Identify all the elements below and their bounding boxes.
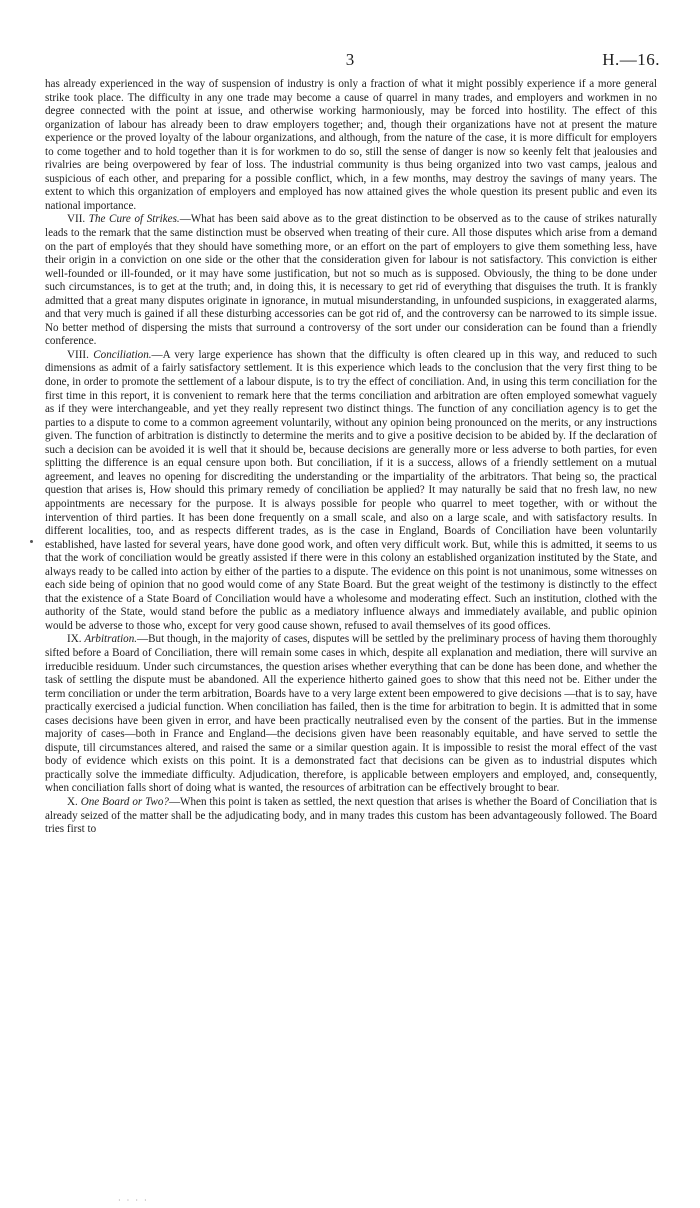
section-heading: Conciliation.: [93, 348, 152, 361]
paragraph-continuation: [45, 78, 657, 213]
paragraph-text: has already experienced in the way of suspension of industry is only a fraction of what it might possibly experience if a more general strike took place. The difficulty in any one trade may become a cause of quarrel in many trades, and employers and workmen in no degree connected with the point at issue, and otherwise working harmoniously, may be forced into hostility. The effect of this organization of labour has already been to draw employers together; and, though their organizations have not at present the mature experience or the proved loyalty of the labour organizations, and although, from the nature of the case, it is more difficult for employers to come together and to hold together than it is for workmen to do so, still the sense of danger is now so keenly felt that jealousies and rivalries are being overpowered by fear of loss. The industrial community is thus being organized into two vast camps, jealous and suspicious of each other, and preparing for a possible conflict, which, in a few months, may destroy the savings of many years. The extent to which this organization of employers and employed has now attained gives the whole question its present public and even its national importance.: [45, 78, 657, 212]
section-heading: One Board or Two?: [80, 795, 169, 808]
paragraph-arbitration: [45, 633, 657, 796]
paragraph-one-board-or-two: [45, 796, 657, 837]
document-reference: H.—16.: [602, 50, 660, 69]
footer-print-mark: · · · ·: [118, 1196, 149, 1205]
paragraph-cure-of-strikes: [45, 213, 657, 348]
paragraph-text: —But though, in the majority of cases, disputes will be settled by the preliminary process of having them thoroughly sifted before a Board of Conciliation, there will remain some cases in which, despite all explanation and mediation, there will survive an irreducible residuum. Under such circumstances, the question arises whether everything that can be done has been done, and whether the task of settling the dispute must be abandoned. All the experience hitherto gained goes to show that this need not be. Either under the term conciliation or under the term arbitration, Boards have to a very large extent been empowered to give decisions —that is to say, have practically exercised a judicial function. When conciliation has failed, then is the time for arbitration to begin. It is admitted that in some cases decisions have been given in error, and have been practically neutralised even by the consent of the parties. But in the immense majority of cases—both in France and England—the decisions given have been reasonably equitable, and have served to settle the dispute, till circumstances altered, and raised the same or a similar question again. It is impossible to resist the moral effect of the vast body of evidence which exists on this point. It is a demonstrated fact that decisions can be given as to industrial disputes which practically solve the immediate difficulty. Adjudication, therefore, is applicable between employers and employed, and, consequently, when conciliation falls short of doing what is wanted, the resources of arbitration can be effectively brought to bear.: [45, 633, 657, 795]
section-heading: The Cure of Strikes.: [88, 213, 180, 226]
body-text: [45, 78, 657, 837]
paragraph-conciliation: [45, 349, 657, 633]
section-numeral: IX.: [67, 633, 85, 646]
section-numeral: X.: [67, 795, 81, 808]
section-numeral: VIII.: [67, 348, 94, 361]
page-number: 3: [345, 50, 355, 69]
section-heading: Arbitration.: [84, 633, 138, 646]
margin-ink-dot: [30, 540, 33, 543]
paragraph-text: —What has been said above as to the great distinction to be observed as to the cause of strikes naturally leads to the remark that the same distinction must be observed when treating of their cure. All those disputes which arise from a demand on the part of employés that they should have something more, or an effort on the part of employers to give them something less, have their origin in a conviction on one side or the other that the consideration given for labour is not satisfactory. This conviction is either well-founded or ill-founded, or it may have some justification, but not so much as is supposed. Obviously, the thing to be done under such circumstances, is to get at the truth; and, in doing this, it is necessary to get rid of everything that disguises the truth. It is frankly admitted that a great many disputes originate in ignorance, in mutual misunderstanding, in unfounded suspicions, in exaggerated alarms, and that very much is gained if all these disturbing accessories can be got rid of, and the controversy can be narrowed to its simple issue. No better method of dispersing the mists that surround a controversy of the sort under our consideration can be found than a friendly conference.: [45, 213, 657, 348]
paragraph-text: —A very large experience has shown that the difficulty is often cleared up in this way, and reduced to such dimensions as admit of a fairly satisfactory settlement. It is this experience which leads to the conclusion that the very first thing to be done, in order to promote the settlement of a labour dispute, is to try the effect of conciliation. And, in using this term conciliation for the first time in this report, it is convenient to remark here that the terms conciliation and arbitration are often employed somewhat vaguely as if they were interchangeable, and yet they really represent two distinct things. The function of any conciliation agency is to get the parties to a dispute to come to a common agreement voluntarily, without any opinion being pronounced on the merits, or any instructions given. The function of arbitration is distinctly to determine the merits and to give a positive decision to be abided by. If the declaration of such a decision can be avoided it is well that it should be, because decisions are generally more or less adverse to both parties, for even splitting the difference is an equal censure upon both. But conciliation, if it is a success, allows of a friendly settlement on a mutual agreement, and leaves no opening for discrediting the understanding or the impartiality of the arbitrators. That being so, the practical question that arises is, How should this primary remedy of conciliation be applied? It may naturally be said that no fresh law, no new appointments are necessary for the purpose. It is always possible for people who quarrel to meet together, with or without the intervention of third parties. It has been done frequently on a small scale, and also on a large scale, and with satisfactory results. In different localities, too, and as respects different trades, as is the case in England, Boards of Conciliation have been voluntarily established, have lasted for several years, have done good work, and often very difficult work. But, while this is admitted, it seems to us that the work of conciliation would be greatly assisted if there were in this colony an established organization instituted by the State, and always ready to be called into action by either of the parties to a dispute. The evidence on this point is not unanimous, some witnesses on each side being of opinion that no good would come of any State Board. But the great weight of the testimony is distinctly to the effect that the existence of a State Board of Conciliation would have a wholesome and moderating effect. Such an institution, clothed with the authority of the State, would stand before the public as a mediatory influence always and immediately available, and public opinion would be adverse to those who, except for very good cause shown, refused to avail themselves of its good offices.: [45, 348, 657, 632]
section-numeral: VII.: [67, 213, 89, 226]
paragraph-text: —When this point is taken as settled, the next question that arises is whether the Board of Conciliation that is already seized of the matter shall be the adjudicating body, and in many trades this custom has been advantageously followed. The Board tries first to: [45, 795, 657, 836]
